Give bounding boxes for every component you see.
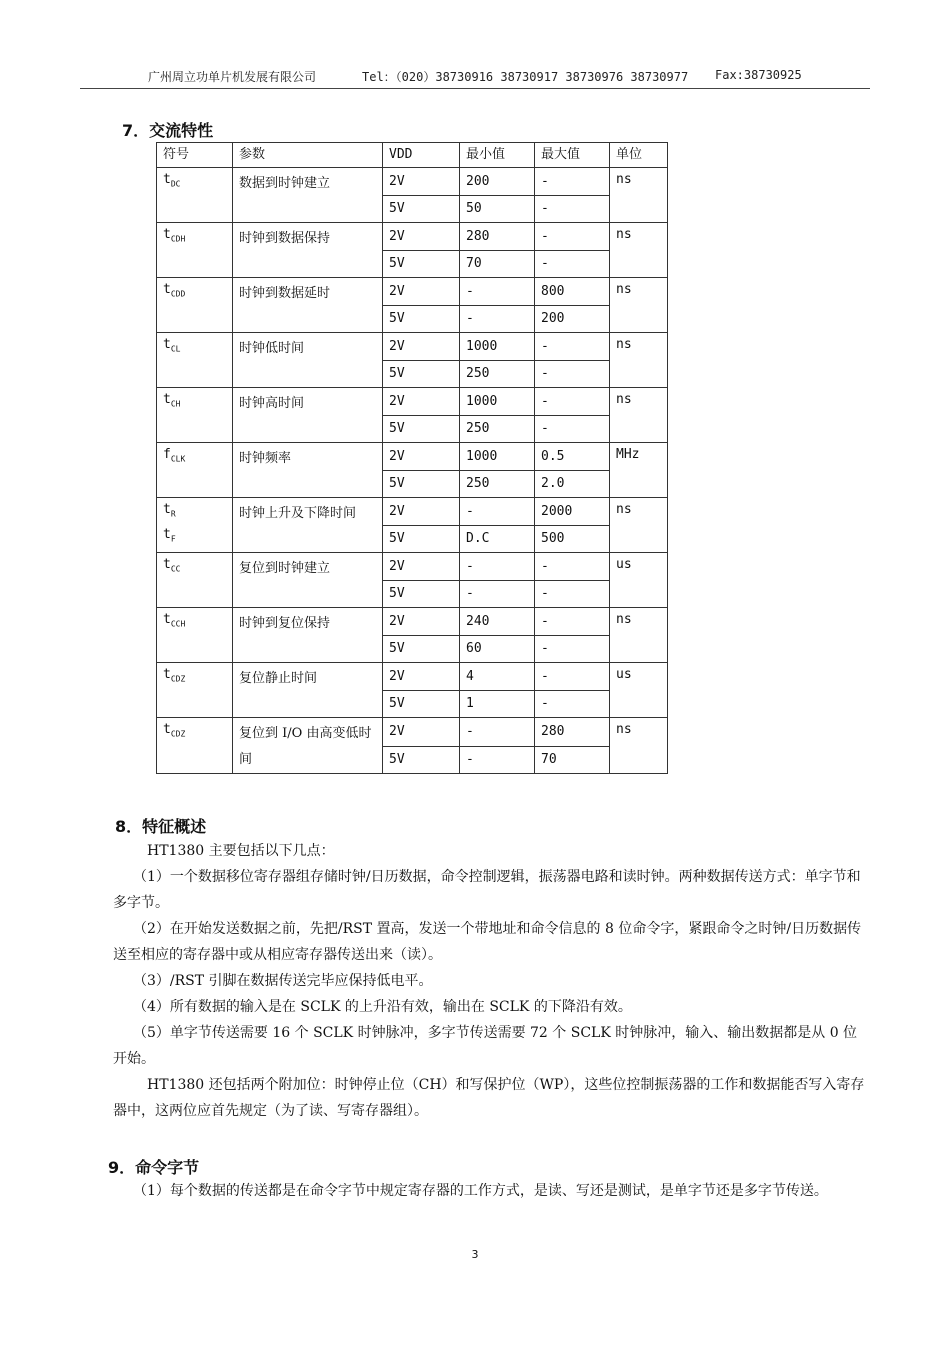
symbol-subscript: F [170, 534, 176, 544]
symbol-subscript: CDZ [170, 674, 186, 684]
symbol-cell [157, 278, 233, 333]
symbol-cell [157, 168, 233, 223]
section-9-body [113, 1178, 870, 1204]
symbol-text: t [163, 392, 171, 407]
paragraph: （1）一个数据移位寄存器组存储时钟/日历数据，命令控制逻辑，振荡器电路和读时钟。两种数据传送方式：单字节和多字节。 [113, 869, 861, 911]
max-value-cell: - [535, 168, 610, 196]
max-value-cell: 2000 [535, 498, 610, 526]
vdd-cell: 5V [383, 196, 460, 223]
unit-cell: ns [610, 498, 668, 553]
unit-cell: us [610, 553, 668, 608]
paragraph: （2）在开始发送数据之前，先把/RST 置高，发送一个带地址和命令信息的 8 位命令字，紧跟命令之时钟/日历数据传送至相应的寄存器中或从相应寄存器传送出来（读）。 [113, 921, 862, 963]
max-value-cell: - [535, 388, 610, 416]
parameter-cell: 时钟上升及下降时间 [233, 498, 383, 553]
vdd-cell: 2V [383, 608, 460, 636]
table-row [157, 498, 668, 526]
min-value-cell: 200 [460, 168, 535, 196]
symbol-text: t [163, 526, 171, 542]
min-value-cell: - [460, 581, 535, 608]
symbol-subscript: CH [170, 399, 181, 409]
max-value-cell: - [535, 581, 610, 608]
symbol-text: t [163, 557, 171, 572]
symbol-subscript: CDH [170, 234, 186, 244]
max-value-cell: - [535, 691, 610, 718]
min-value-cell: 1 [460, 691, 535, 718]
symbol-subscript: DC [170, 179, 181, 189]
table-row [157, 168, 668, 196]
vdd-cell: 2V [383, 168, 460, 196]
paragraph: （3）/RST 引脚在数据传送完毕应保持低电平。 [133, 973, 433, 989]
phone-numbers: Tel：（020）38730916 38730917 38730976 38730977 [362, 70, 689, 84]
vdd-cell: 2V [383, 333, 460, 361]
paragraph: HT1380 还包括两个附加位：时钟停止位（CH）和写保护位（WP），这些位控制振荡器的工作和数据能否写入寄存器中，这两位应首先规定（为了读、写寄存器组）。 [113, 1077, 865, 1119]
table-row [157, 333, 668, 361]
symbol-text: t [163, 502, 171, 517]
symbol-subscript: CDD [170, 289, 186, 299]
vdd-cell: 5V [383, 636, 460, 663]
ac-characteristics-table [156, 142, 668, 774]
min-value-cell: 1000 [460, 333, 535, 361]
unit-cell: us [610, 663, 668, 718]
section-7-title: 7．交流特性 [122, 121, 214, 140]
parameter-cell: 数据到时钟建立 [233, 168, 383, 223]
parameter-cell: 时钟频率 [233, 443, 383, 498]
max-value-cell: - [535, 223, 610, 251]
table-row [157, 718, 668, 747]
min-value-cell: 240 [460, 608, 535, 636]
symbol-text: t [163, 667, 171, 682]
max-value-cell: 800 [535, 278, 610, 306]
symbol-cell [157, 498, 233, 553]
min-value-cell: - [460, 306, 535, 333]
min-value-cell: 1000 [460, 388, 535, 416]
table-row [157, 223, 668, 251]
max-value-cell: - [535, 553, 610, 581]
page-header [80, 66, 870, 89]
table-row [157, 553, 668, 581]
symbol-text: t [163, 282, 171, 297]
max-value-cell: - [535, 251, 610, 278]
parameter-cell: 时钟到复位保持 [233, 608, 383, 663]
symbol-subscript: R [170, 509, 176, 519]
unit-cell: ns [610, 608, 668, 663]
vdd-cell: 2V [383, 663, 460, 691]
max-value-cell: - [535, 663, 610, 691]
symbol-cell [157, 443, 233, 498]
min-value-cell: - [460, 746, 535, 774]
symbol-subscript: CC [170, 564, 181, 574]
max-value-cell: 500 [535, 526, 610, 553]
min-value-cell: 250 [460, 471, 535, 498]
max-value-cell: - [535, 333, 610, 361]
col-header: 符号 [157, 143, 233, 168]
section-8-title: 8．特征概述 [115, 817, 207, 836]
min-value-cell: 60 [460, 636, 535, 663]
min-value-cell: 4 [460, 663, 535, 691]
symbol-text: t [163, 337, 171, 352]
parameter-cell: 复位到 I/O 由高变低时间 [233, 718, 383, 774]
unit-cell: MHz [610, 443, 668, 498]
symbol-text: t [163, 612, 171, 627]
section-8-body [113, 838, 870, 1124]
vdd-cell: 2V [383, 443, 460, 471]
symbol-subscript: CDZ [170, 729, 186, 739]
symbol-text: t [163, 722, 171, 737]
max-value-cell: - [535, 416, 610, 443]
min-value-cell: 250 [460, 361, 535, 388]
max-value-cell: - [535, 196, 610, 223]
vdd-cell: 2V [383, 498, 460, 526]
unit-cell: ns [610, 278, 668, 333]
parameter-cell: 时钟到数据保持 [233, 223, 383, 278]
col-header: 最小值 [460, 143, 535, 168]
parameter-cell: 复位到时钟建立 [233, 553, 383, 608]
vdd-cell: 5V [383, 306, 460, 333]
vdd-cell: 2V [383, 553, 460, 581]
company-name: 广州周立功单片机发展有限公司 [148, 70, 317, 84]
min-value-cell: - [460, 553, 535, 581]
vdd-cell: 5V [383, 691, 460, 718]
fax-number: Fax:38730925 [715, 68, 802, 82]
vdd-cell: 2V [383, 278, 460, 306]
vdd-cell: 5V [383, 581, 460, 608]
parameter-cell: 复位静止时间 [233, 663, 383, 718]
symbol-text: t [163, 227, 171, 242]
unit-cell: ns [610, 333, 668, 388]
symbol-cell [157, 388, 233, 443]
unit-cell: ns [610, 718, 668, 774]
min-value-cell: - [460, 498, 535, 526]
paragraph: （1）每个数据的传送都是在命令字节中规定寄存器的工作方式，是读、写还是测试，是单字节还是多字节传送。 [133, 1183, 828, 1199]
paragraph: HT1380 主要包括以下几点： [147, 843, 335, 859]
symbol-cell [157, 663, 233, 718]
max-value-cell: - [535, 361, 610, 388]
symbol-subscript: CLK [170, 454, 186, 464]
table-row [157, 443, 668, 471]
max-value-cell: 0.5 [535, 443, 610, 471]
paragraph: （5）单字节传送需要 16 个 SCLK 时钟脉冲，多字节传送需要 72 个 SCLK 时钟脉冲，输入、输出数据都是从 0 位开始。 [113, 1025, 858, 1067]
symbol-text: t [163, 172, 171, 187]
min-value-cell: D.C [460, 526, 535, 553]
table-row [157, 663, 668, 691]
vdd-cell: 5V [383, 471, 460, 498]
symbol-cell [157, 553, 233, 608]
vdd-cell: 5V [383, 746, 460, 774]
paragraph: （4）所有数据的输入是在 SCLK 的上升沿有效，输出在 SCLK 的下降沿有效。 [133, 999, 632, 1015]
max-value-cell: 2.0 [535, 471, 610, 498]
parameter-cell: 时钟到数据延时 [233, 278, 383, 333]
col-header: 单位 [610, 143, 668, 168]
min-value-cell: 250 [460, 416, 535, 443]
symbol-cell [157, 333, 233, 388]
vdd-cell: 5V [383, 526, 460, 553]
symbol-text: f [163, 447, 171, 462]
max-value-cell: 70 [535, 746, 610, 774]
min-value-cell: 1000 [460, 443, 535, 471]
section-9-title: 9．命令字节 [108, 1158, 200, 1177]
symbol-cell [157, 608, 233, 663]
unit-cell: ns [610, 168, 668, 223]
col-header: VDD [383, 143, 460, 168]
vdd-cell: 5V [383, 416, 460, 443]
table-header-row [157, 143, 668, 168]
parameter-cell: 时钟低时间 [233, 333, 383, 388]
page-number: 3 [471, 1248, 479, 1261]
vdd-cell: 2V [383, 223, 460, 251]
vdd-cell: 5V [383, 361, 460, 388]
min-value-cell: - [460, 718, 535, 747]
symbol-subscript: CL [170, 344, 181, 354]
parameter-cell: 时钟高时间 [233, 388, 383, 443]
unit-cell: ns [610, 223, 668, 278]
min-value-cell: 50 [460, 196, 535, 223]
max-value-cell: 280 [535, 718, 610, 747]
symbol-cell [157, 223, 233, 278]
table-row [157, 608, 668, 636]
table-row [157, 388, 668, 416]
symbol-cell [157, 718, 233, 774]
min-value-cell: - [460, 278, 535, 306]
max-value-cell: 200 [535, 306, 610, 333]
min-value-cell: 280 [460, 223, 535, 251]
vdd-cell: 2V [383, 718, 460, 747]
table-row [157, 278, 668, 306]
symbol-subscript: CCH [170, 619, 186, 629]
vdd-cell: 5V [383, 251, 460, 278]
unit-cell: ns [610, 388, 668, 443]
col-header: 参数 [233, 143, 383, 168]
col-header: 最大值 [535, 143, 610, 168]
max-value-cell: - [535, 608, 610, 636]
vdd-cell: 2V [383, 388, 460, 416]
max-value-cell: - [535, 636, 610, 663]
min-value-cell: 70 [460, 251, 535, 278]
